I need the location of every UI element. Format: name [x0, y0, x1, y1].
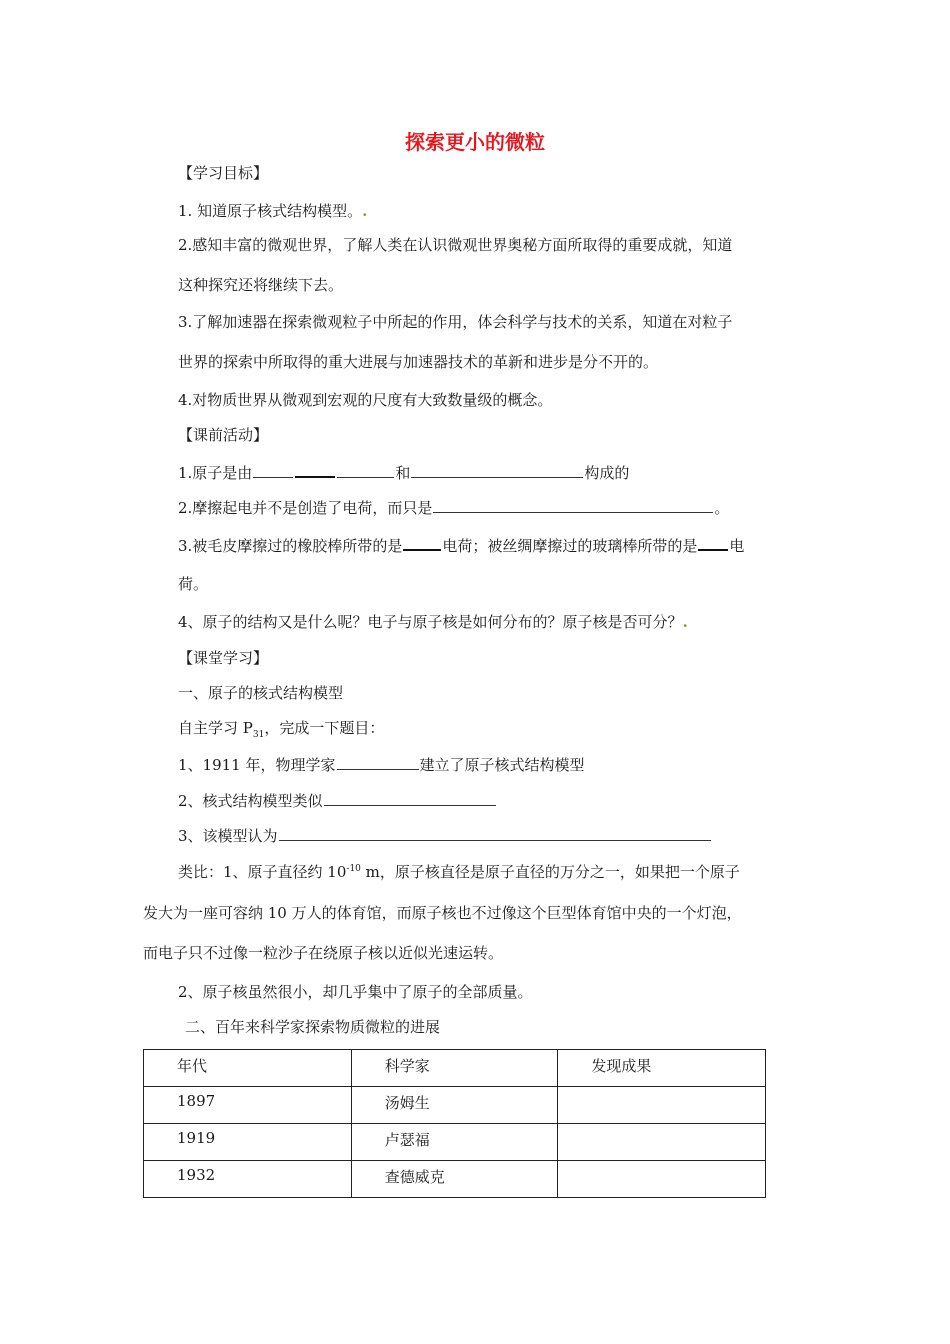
self-study	[178, 718, 384, 738]
dot-mark: .	[362, 202, 368, 220]
goal-4: 4.对物质世界从微观到宏观的尺度有大致数量级的概念。	[178, 391, 553, 409]
pre-q3	[178, 534, 744, 556]
goal-3a: 3.了解加速器在探索微观粒子中所起的作用，体会科学与技术的关系，知道在对粒子	[178, 313, 733, 331]
analogy-line-1	[178, 862, 740, 882]
part1-heading	[178, 683, 343, 703]
cell-year: 1919	[144, 1124, 352, 1161]
table-row	[144, 1087, 766, 1124]
pre-q1-text: 1.原子是由	[178, 464, 253, 482]
pre-q3-cont: 荷。	[178, 575, 209, 593]
cell-discovery[interactable]	[558, 1087, 766, 1124]
class-header: 【课堂学习】	[178, 649, 269, 667]
part1-a: 一、原子的	[178, 684, 254, 702]
page-title: 探索更小的微粒	[405, 130, 545, 154]
item-2	[178, 790, 497, 811]
pre-q4-text: 4、原子的结构又是什么呢？电子与原子核是如何分布的？原子核是否可分？	[178, 613, 683, 631]
blank-field[interactable]	[279, 825, 711, 841]
cell-discovery[interactable]	[558, 1124, 766, 1161]
point-2: 2、原子核虽然很小，却几乎集中了原子的全部质量。	[178, 983, 533, 1001]
pre-q1	[178, 461, 629, 483]
blank-field[interactable]	[324, 790, 496, 806]
header-discovery: 发现成果	[558, 1050, 766, 1087]
goal-2a: 2.感知丰富的微观世界，了解人类在认识微观世界奥秘方面所取得的重要成就，知道	[178, 236, 733, 254]
pre-q1-mid: 和	[395, 464, 411, 482]
part1-b: 核式结构模型	[253, 684, 344, 702]
goals-header: 【学习目标】	[178, 164, 269, 182]
cell-year: 1932	[144, 1161, 352, 1198]
analogy-line-2: 发大为一座可容纳 10 万人的体育馆，而原子核也不过像这个巨型体育馆中央的一个灯泡，	[143, 904, 742, 922]
blank-field[interactable]	[433, 497, 713, 513]
goal-3b: 世界的探索中所取得的重大进展与加速器技术的革新和进步是分不开的。	[178, 353, 659, 371]
cell-year: 1897	[144, 1087, 352, 1124]
goal-1-text: 1. 知道原子核式结构模型。	[178, 202, 363, 220]
dot-mark: .	[682, 613, 688, 631]
item-2-text: 2、核式结构模型类似	[178, 792, 323, 810]
pre-q2	[178, 497, 729, 518]
blank-field[interactable]	[698, 534, 728, 551]
table-header-row	[144, 1050, 766, 1087]
cell-scientist: 汤姆生	[351, 1087, 558, 1124]
item-1-text: 1、1911 年，物理学家	[178, 756, 336, 774]
self-study-b: ，完成一下题目：	[264, 719, 385, 737]
exponent: -10	[346, 864, 361, 874]
table-row	[144, 1124, 766, 1161]
analogy-b: m，原子核直径是原子直径的万分之一，如果把一个原子	[360, 863, 740, 881]
cell-scientist: 卢瑟福	[351, 1124, 558, 1161]
pre-q3-end: 电	[729, 537, 745, 555]
pre-q4	[178, 612, 688, 632]
cell-scientist: 查德威克	[351, 1161, 558, 1198]
table-row	[144, 1161, 766, 1198]
analogy-a: 类比：1、原子直径约 10	[178, 863, 347, 881]
analogy-line-3: 而电子只不过像一粒沙子在绕原子核以近似光速运转。	[143, 944, 504, 962]
progress-table	[143, 1049, 766, 1198]
pre-q3-text: 3.被毛皮摩擦过的橡胶棒所带的是	[178, 537, 403, 555]
blank-field[interactable]	[253, 462, 293, 478]
item-3-text: 3、该模型认为	[178, 827, 278, 845]
item-1	[178, 754, 585, 775]
item-3	[178, 825, 712, 846]
goal-1	[178, 201, 367, 221]
blank-field[interactable]	[411, 462, 583, 478]
pre-header: 【课前活动】	[178, 426, 269, 444]
blank-field[interactable]	[337, 754, 419, 770]
header-scientist: 科学家	[351, 1050, 558, 1087]
self-study-a: 自主学习 P	[178, 719, 253, 737]
header-year: 年代	[144, 1050, 352, 1087]
goal-2b: 这种探究还将继续下去。	[178, 276, 344, 294]
item-1-end: 建立了原子核式结构模型	[419, 756, 585, 774]
blank-field[interactable]	[337, 462, 394, 478]
pre-q1-end: 构成的	[584, 464, 630, 482]
page-subscript: 31	[252, 730, 265, 740]
blank-field[interactable]	[403, 534, 441, 551]
part2-heading: 二、百年来科学家探索物质微粒的进展	[185, 1018, 441, 1036]
pre-q3-mid: 电荷；被丝绸摩擦过的玻璃棒所带的是	[442, 537, 698, 555]
blank-field[interactable]	[295, 461, 335, 478]
pre-q2-text: 2.摩擦起电并不是创造了电荷，而只是	[178, 499, 433, 517]
cell-discovery[interactable]	[558, 1161, 766, 1198]
pre-q2-end: 。	[714, 499, 730, 517]
